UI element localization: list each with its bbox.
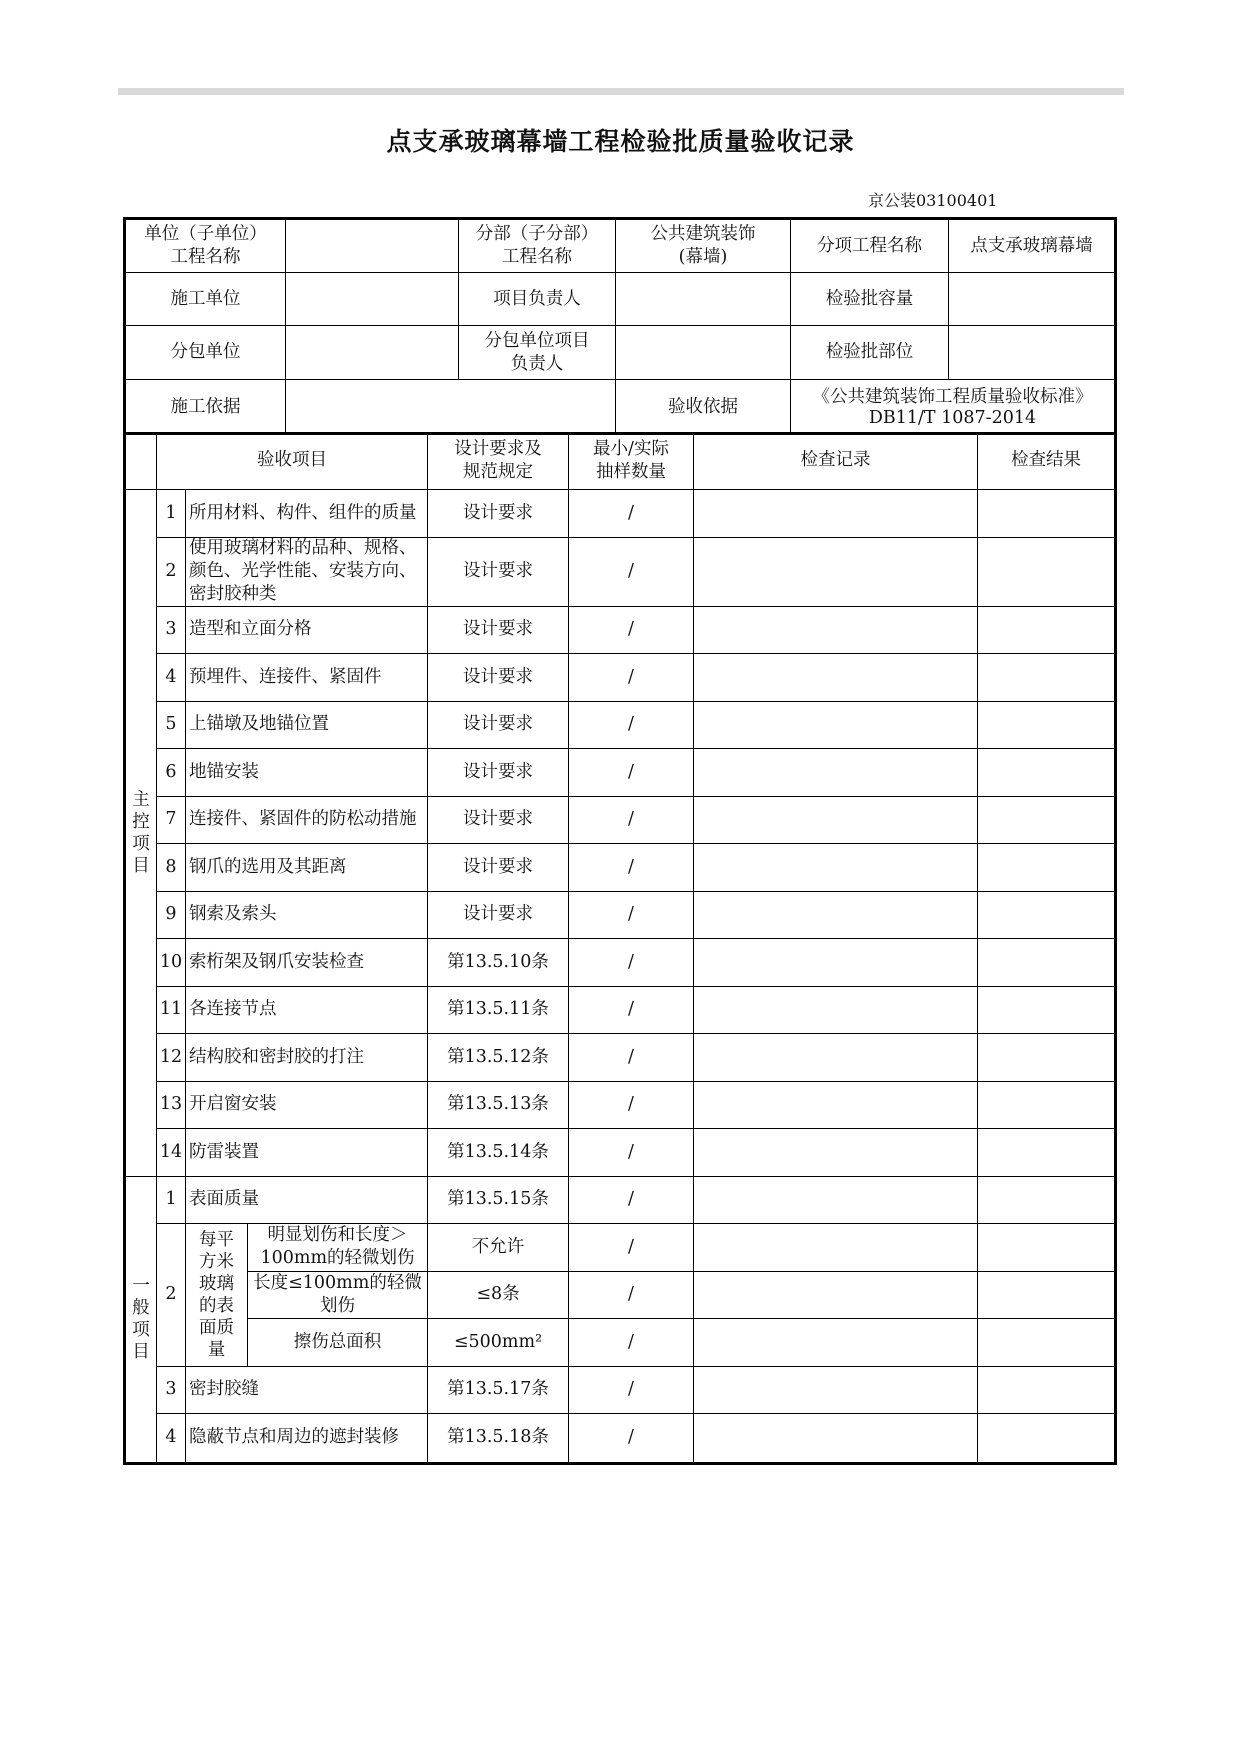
row-number: 13 xyxy=(157,1082,186,1130)
col-header-record: 检查记录 xyxy=(694,432,978,490)
row-number: 12 xyxy=(157,1034,186,1082)
row-number: 1 xyxy=(157,490,186,538)
item-description: 防雷装置 xyxy=(186,1129,428,1177)
sample-quantity: / xyxy=(569,892,694,940)
check-record[interactable] xyxy=(694,1177,978,1225)
check-result[interactable] xyxy=(978,1272,1114,1320)
item-description: 各连接节点 xyxy=(186,987,428,1035)
col-header-sample: 最小/实际 抽样数量 xyxy=(569,432,694,490)
sample-quantity: / xyxy=(569,1414,694,1462)
sample-quantity: / xyxy=(569,490,694,538)
check-record[interactable] xyxy=(694,749,978,797)
main-control-section-label: 主 控 项 目 xyxy=(126,490,157,1177)
check-record[interactable] xyxy=(694,1319,978,1367)
check-result[interactable] xyxy=(978,702,1114,750)
row-number: 4 xyxy=(157,654,186,702)
subcontractor-value[interactable] xyxy=(286,326,459,380)
item-name-value: 点支承玻璃幕墙 xyxy=(949,220,1114,273)
section-header-blank xyxy=(126,432,157,490)
pm-value[interactable] xyxy=(616,273,791,326)
sub-pm-value[interactable] xyxy=(616,326,791,380)
check-result[interactable] xyxy=(978,1367,1114,1415)
design-requirement: 第13.5.12条 xyxy=(428,1034,569,1082)
check-result[interactable] xyxy=(978,987,1114,1035)
check-record[interactable] xyxy=(694,1082,978,1130)
sample-quantity: / xyxy=(569,654,694,702)
item-description: 上锚墩及地锚位置 xyxy=(186,702,428,750)
sample-quantity: / xyxy=(569,939,694,987)
sample-quantity: / xyxy=(569,702,694,750)
design-requirement: 设计要求 xyxy=(428,702,569,750)
row-number: 1 xyxy=(157,1177,186,1225)
row-number: 5 xyxy=(157,702,186,750)
check-record[interactable] xyxy=(694,1367,978,1415)
surface-quality-group-label: 每平方米玻璃的表面质量 xyxy=(186,1224,248,1367)
design-requirement: 设计要求 xyxy=(428,654,569,702)
check-result[interactable] xyxy=(978,538,1114,607)
row-number: 8 xyxy=(157,844,186,892)
check-record[interactable] xyxy=(694,797,978,845)
design-requirement: 第13.5.17条 xyxy=(428,1367,569,1415)
check-record[interactable] xyxy=(694,538,978,607)
sample-quantity: / xyxy=(569,1129,694,1177)
item-description: 所用材料、构件、组件的质量 xyxy=(186,490,428,538)
check-record[interactable] xyxy=(694,607,978,655)
check-result[interactable] xyxy=(978,1414,1114,1462)
item-description: 结构胶和密封胶的打注 xyxy=(186,1034,428,1082)
item-description: 连接件、紧固件的防松动措施 xyxy=(186,797,428,845)
check-result[interactable] xyxy=(978,1034,1114,1082)
design-requirement: 第13.5.10条 xyxy=(428,939,569,987)
sub-item-description: 擦伤总面积 xyxy=(248,1319,428,1367)
item-description: 地锚安装 xyxy=(186,749,428,797)
subdiv-value: 公共建筑装饰 (幕墙) xyxy=(616,220,791,273)
general-section-label: 一 般 项 目 xyxy=(126,1177,157,1462)
row-number: 2 xyxy=(157,538,186,607)
check-record[interactable] xyxy=(694,702,978,750)
unit-project-label: 单位（子单位） 工程名称 xyxy=(126,220,286,273)
sample-quantity: / xyxy=(569,1034,694,1082)
design-requirement: 设计要求 xyxy=(428,892,569,940)
design-requirement: 设计要求 xyxy=(428,538,569,607)
sample-quantity: / xyxy=(569,844,694,892)
sample-quantity: / xyxy=(569,607,694,655)
check-record[interactable] xyxy=(694,1034,978,1082)
design-requirement: 不允许 xyxy=(428,1224,569,1272)
check-result[interactable] xyxy=(978,1082,1114,1130)
item-description: 钢索及索头 xyxy=(186,892,428,940)
design-requirement: 第13.5.18条 xyxy=(428,1414,569,1462)
sub-item-description: 长度≤100mm的轻微划伤 xyxy=(248,1272,428,1320)
sample-quantity: / xyxy=(569,1367,694,1415)
check-record[interactable] xyxy=(694,939,978,987)
check-record[interactable] xyxy=(694,1129,978,1177)
sample-quantity: / xyxy=(569,987,694,1035)
check-result[interactable] xyxy=(978,797,1114,845)
design-requirement: ≤8条 xyxy=(428,1272,569,1320)
check-result[interactable] xyxy=(978,749,1114,797)
basis-value[interactable] xyxy=(286,380,616,435)
col-header-result: 检查结果 xyxy=(978,432,1114,490)
design-requirement: 第13.5.11条 xyxy=(428,987,569,1035)
acceptance-basis-label: 验收依据 xyxy=(616,380,791,435)
unit-project-value[interactable] xyxy=(286,220,459,273)
contractor-value[interactable] xyxy=(286,273,459,326)
items-grid xyxy=(123,432,1117,1465)
page-title: 点支承玻璃幕墙工程检验批质量验收记录 xyxy=(386,127,855,156)
check-record[interactable] xyxy=(694,1414,978,1462)
sample-quantity: / xyxy=(569,1082,694,1130)
item-description: 索桁架及钢爪安装检查 xyxy=(186,939,428,987)
design-requirement: 设计要求 xyxy=(428,844,569,892)
top-rule xyxy=(118,88,1124,95)
check-result[interactable] xyxy=(978,1177,1114,1225)
row-number: 3 xyxy=(157,607,186,655)
check-record[interactable] xyxy=(694,490,978,538)
check-record[interactable] xyxy=(694,1224,978,1272)
row-number: 11 xyxy=(157,987,186,1035)
acceptance-basis-value: 《公共建筑装饰工程质量验收标准》 DB11/T 1087-2014 xyxy=(812,386,1093,428)
sub-pm-label: 分包单位项目 负责人 xyxy=(459,326,616,380)
check-record[interactable] xyxy=(694,654,978,702)
batch-location-label: 检验批部位 xyxy=(791,326,949,380)
subdiv-label: 分部（子分部） 工程名称 xyxy=(459,220,616,273)
sample-quantity: / xyxy=(569,1272,694,1320)
sample-quantity: / xyxy=(569,749,694,797)
sample-quantity: / xyxy=(569,538,694,607)
row-number: 3 xyxy=(157,1367,186,1415)
check-result[interactable] xyxy=(978,939,1114,987)
check-result[interactable] xyxy=(978,844,1114,892)
check-record[interactable] xyxy=(694,844,978,892)
batch-capacity-value[interactable] xyxy=(949,273,1114,326)
check-record[interactable] xyxy=(694,987,978,1035)
design-requirement: 设计要求 xyxy=(428,797,569,845)
item-description: 预埋件、连接件、紧固件 xyxy=(186,654,428,702)
row-number: 4 xyxy=(157,1414,186,1462)
sample-quantity: / xyxy=(569,1224,694,1272)
design-requirement: 第13.5.14条 xyxy=(428,1129,569,1177)
batch-location-value[interactable] xyxy=(949,326,1114,380)
basis-label: 施工依据 xyxy=(126,380,286,435)
batch-capacity-label: 检验批容量 xyxy=(791,273,949,326)
row-number: 10 xyxy=(157,939,186,987)
form-code: 京公装03100401 xyxy=(868,191,998,210)
row-number: 6 xyxy=(157,749,186,797)
item-description: 造型和立面分格 xyxy=(186,607,428,655)
design-requirement: 第13.5.15条 xyxy=(428,1177,569,1225)
design-requirement: ≤500mm² xyxy=(428,1319,569,1367)
row-number: 2 xyxy=(157,1224,186,1367)
item-description: 隐蔽节点和周边的遮封装修 xyxy=(186,1414,428,1462)
row-number: 14 xyxy=(157,1129,186,1177)
design-requirement: 设计要求 xyxy=(428,607,569,655)
check-result[interactable] xyxy=(978,1319,1114,1367)
sample-quantity: / xyxy=(569,1319,694,1367)
item-description: 表面质量 xyxy=(186,1177,428,1225)
check-result[interactable] xyxy=(978,654,1114,702)
check-record[interactable] xyxy=(694,1272,978,1320)
item-description: 钢爪的选用及其距离 xyxy=(186,844,428,892)
design-requirement: 设计要求 xyxy=(428,749,569,797)
check-record[interactable] xyxy=(694,892,978,940)
contractor-label: 施工单位 xyxy=(126,273,286,326)
check-result[interactable] xyxy=(978,607,1114,655)
item-description: 密封胶缝 xyxy=(186,1367,428,1415)
design-requirement: 第13.5.13条 xyxy=(428,1082,569,1130)
check-result[interactable] xyxy=(978,490,1114,538)
sub-item-description: 明显划伤和长度＞100mm的轻微划伤 xyxy=(248,1224,428,1272)
row-number: 9 xyxy=(157,892,186,940)
check-result[interactable] xyxy=(978,1129,1114,1177)
pm-label: 项目负责人 xyxy=(459,273,616,326)
row-number: 7 xyxy=(157,797,186,845)
subcontractor-label: 分包单位 xyxy=(126,326,286,380)
item-description: 开启窗安装 xyxy=(186,1082,428,1130)
header-block xyxy=(123,217,1117,435)
item-description: 使用玻璃材料的品种、规格、颜色、光学性能、安装方向、密封胶种类 xyxy=(186,538,428,607)
col-header-item: 验收项目 xyxy=(157,432,428,490)
item-name-label: 分项工程名称 xyxy=(791,220,949,273)
check-result[interactable] xyxy=(978,1224,1114,1272)
check-result[interactable] xyxy=(978,892,1114,940)
design-requirement: 设计要求 xyxy=(428,490,569,538)
sample-quantity: / xyxy=(569,797,694,845)
sample-quantity: / xyxy=(569,1177,694,1225)
col-header-design: 设计要求及 规范规定 xyxy=(428,432,569,490)
